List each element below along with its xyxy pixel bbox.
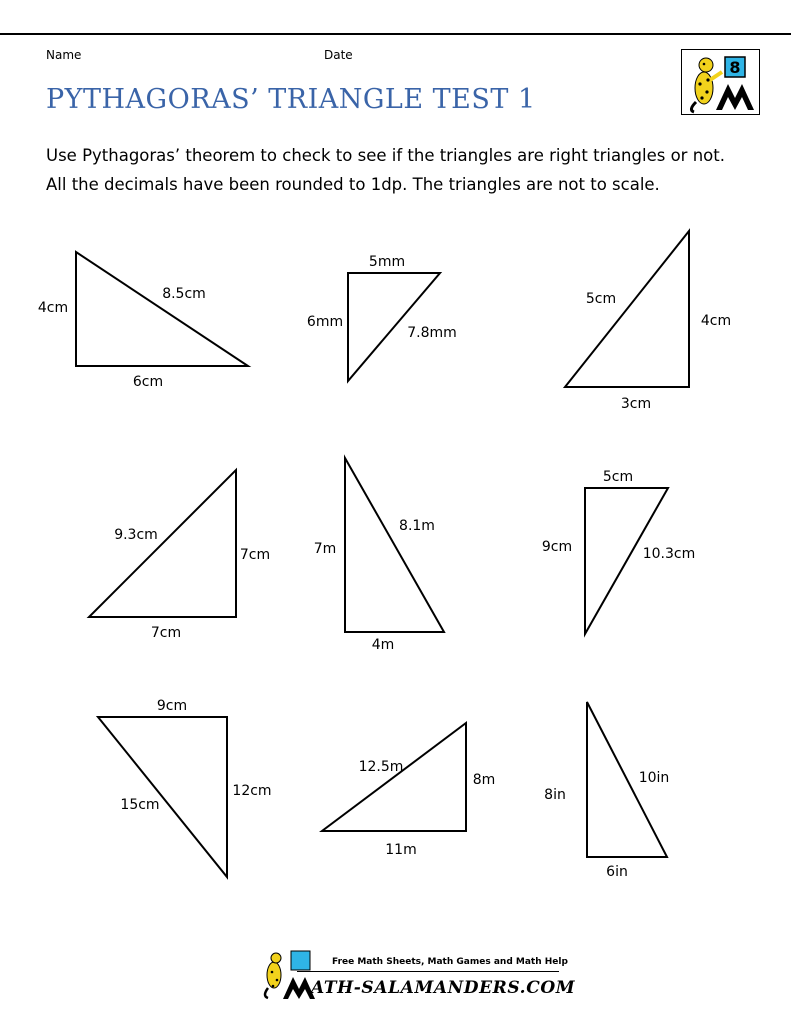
instruction-line-1: Use Pythagoras’ theorem to check to see if the triangles are right triangles or not. bbox=[46, 146, 725, 165]
footer-rule bbox=[297, 971, 559, 972]
triangle-1-label-bottom: 6cm bbox=[132, 374, 164, 390]
footer-badge-icon bbox=[291, 951, 310, 970]
triangle-6-label-top: 5cm bbox=[602, 469, 634, 485]
triangle-5-label-hyp: 8.1m bbox=[399, 518, 435, 534]
triangle-2-label-hyp: 7.8mm bbox=[407, 325, 457, 341]
triangle-2-label-top: 5mm bbox=[368, 254, 406, 270]
triangle-8-label-right: 8m bbox=[472, 772, 496, 788]
triangle-3-label-right: 4cm bbox=[700, 313, 732, 329]
triangle-4-label-right: 7cm bbox=[239, 547, 271, 563]
triangle-5-label-left: 7m bbox=[313, 541, 337, 557]
triangle-4 bbox=[89, 470, 236, 617]
triangle-9-label-hyp: 10in bbox=[638, 770, 670, 786]
triangle-9-label-left: 8in bbox=[544, 787, 566, 803]
triangle-3-label-bottom: 3cm bbox=[620, 396, 652, 412]
triangle-7-label-right: 12cm bbox=[232, 783, 272, 799]
triangle-1-label-hyp: 8.5cm bbox=[162, 286, 206, 302]
footer-tagline: Free Math Sheets, Math Games and Math Help bbox=[332, 957, 568, 967]
footer-salamander-icon bbox=[265, 953, 281, 998]
triangle-4-label-hyp: 9.3cm bbox=[114, 527, 158, 543]
triangle-3-label-hyp: 5cm bbox=[585, 291, 617, 307]
date-label: Date bbox=[324, 48, 353, 62]
triangle-7-label-top: 9cm bbox=[156, 698, 188, 714]
triangle-7 bbox=[98, 717, 227, 877]
triangle-3 bbox=[565, 231, 689, 387]
triangle-2-label-left: 6mm bbox=[306, 314, 344, 330]
triangle-4-label-bottom: 7cm bbox=[150, 625, 182, 641]
grade-badge: 8 bbox=[729, 58, 741, 77]
triangle-1-label-left: 4cm bbox=[37, 300, 69, 316]
triangle-8-label-hyp: 12.5m bbox=[358, 759, 404, 775]
triangle-8-label-bottom: 11m bbox=[385, 842, 417, 858]
triangle-1 bbox=[76, 252, 248, 366]
triangle-5 bbox=[345, 458, 444, 632]
triangle-8 bbox=[322, 723, 466, 831]
triangle-6-label-hyp: 10.3cm bbox=[642, 546, 696, 562]
triangle-5-label-bottom: 4m bbox=[371, 637, 395, 653]
triangle-7-label-hyp: 15cm bbox=[120, 797, 160, 813]
footer-logo bbox=[265, 951, 315, 999]
triangle-6-label-left: 9cm bbox=[541, 539, 573, 555]
footer-site[interactable]: ATH-SALAMANDERS.COM bbox=[311, 978, 576, 998]
triangle-9-label-bottom: 6in bbox=[606, 864, 628, 880]
name-label: Name bbox=[46, 48, 82, 62]
page-title: PYTHAGORAS’ TRIANGLE TEST 1 bbox=[46, 84, 536, 115]
instruction-line-2: All the decimals have been rounded to 1dp. The triangles are not to scale. bbox=[46, 175, 660, 194]
